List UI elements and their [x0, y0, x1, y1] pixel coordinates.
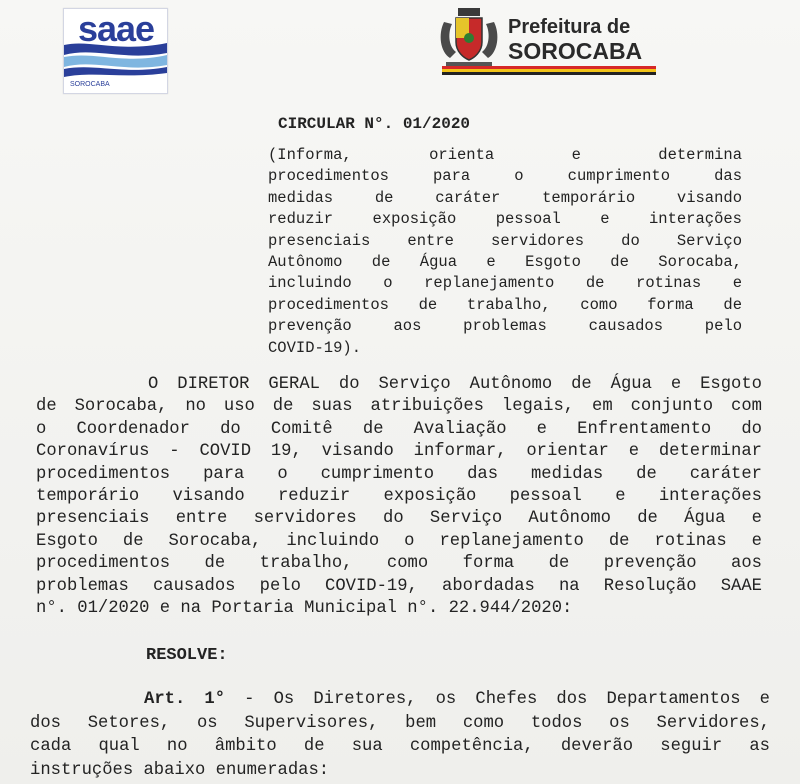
preamble-line: O DIRETOR GERAL do Serviço Autônomo de Água e Esgoto [148, 375, 762, 394]
article-1 [30, 688, 770, 782]
article-1-line: cada qual no âmbito de sua competência, deverão seguir as [30, 737, 770, 756]
preamble-line: Esgoto de Sorocaba, incluindo o replanejamento de rotinas e [36, 531, 762, 551]
preamble-paragraph [36, 374, 762, 620]
ementa-line: presenciais entre servidores do Serviço [268, 231, 742, 250]
saae-logo [63, 8, 168, 94]
coat-of-arms-icon [436, 8, 502, 70]
ementa-line: incluindo o replanejamento de rotinas e [268, 274, 742, 293]
preamble-line: n°. 01/2020 e na Portaria Municipal n°. 22.944/2020: [36, 599, 573, 619]
saae-waves-icon [64, 39, 167, 81]
preamble-line: procedimentos para o cumprimento das medidas de caráter [36, 464, 762, 484]
stripe-black [442, 72, 656, 75]
ementa-line: Autônomo de Água e Esgoto de Sorocaba, [268, 253, 742, 272]
preamble-line: Coronavírus - COVID 19, visando informar, orientar e determinar [36, 442, 762, 462]
prefeitura-logo [436, 8, 658, 76]
article-1-line: instruções abaixo enumeradas: [30, 760, 330, 780]
prefeitura-line1: Prefeitura de [508, 16, 631, 38]
preamble-line: temporário visando reduzir exposição pessoal e interações [36, 487, 762, 507]
ementa-block [268, 145, 742, 359]
preamble-line: procedimentos de trabalho, como forma de prevenção aos [36, 554, 762, 574]
ementa-line: procedimentos de trabalho, como forma de [268, 295, 742, 314]
ementa-line: prevenção aos problemas causados pelo [268, 317, 742, 336]
ementa-line: medidas de caráter temporário visando [268, 188, 742, 207]
saae-logo-brand: saae [77, 8, 155, 49]
preamble-line: presenciais entre servidores do Serviço Autônomo de Água e [36, 509, 762, 529]
article-1-line: dos Setores, os Supervisores, bem como todos os Servidores, [30, 713, 770, 733]
ementa-line: (Informa, orienta e determina [268, 146, 742, 164]
ementa-line: reduzir exposição pessoal e interações [268, 210, 742, 229]
ementa-line: procedimentos para o cumprimento das [268, 167, 742, 186]
ementa-line: COVID-19). [268, 338, 362, 357]
document-title: CIRCULAR N°. 01/2020 [278, 115, 471, 133]
preamble-line: problemas causados pelo COVID-19, abordadas na Resolução SAAE [36, 576, 762, 596]
saae-logo-city: SOROCABA [70, 81, 110, 88]
article-1-label: Art. 1° [144, 690, 226, 709]
preamble-line: de Sorocaba, no uso de suas atribuições legais, em conjunto com [36, 397, 762, 417]
preamble-line: o Coordenador do Comitê de Avaliação e Enfrentamento do [36, 419, 762, 439]
article-1-first-line [30, 688, 770, 712]
article-1-line: - Os Diretores, os Chefes dos Departamentos e [225, 690, 770, 709]
prefeitura-line2: SOROCABA [508, 38, 643, 64]
resolve-heading: RESOLVE: [146, 646, 228, 665]
